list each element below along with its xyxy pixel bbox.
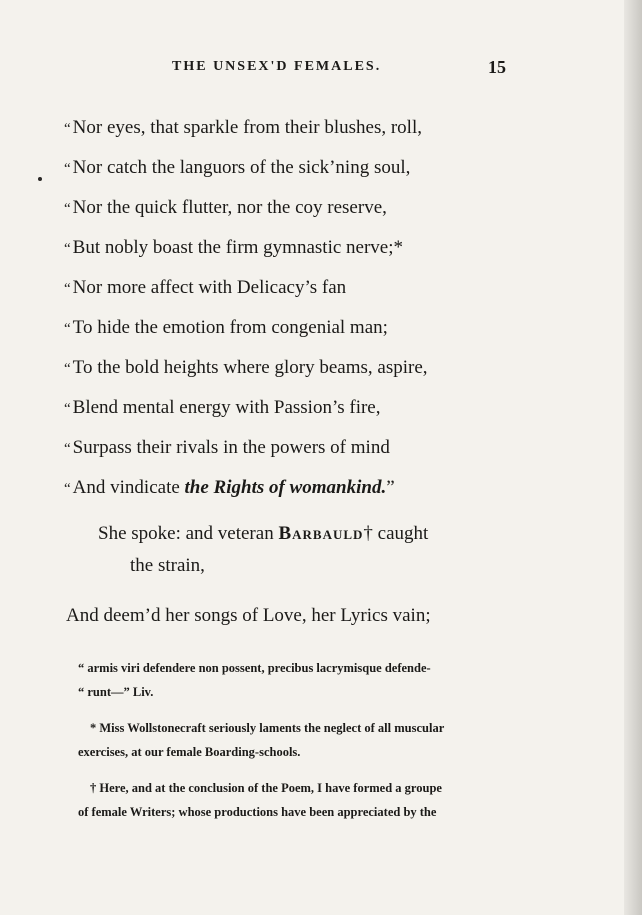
verse-line: “ Nor the quick flutter, nor the coy reserve,	[64, 197, 387, 218]
verse-line: “ Blend mental energy with Passion’s fire,	[64, 397, 381, 418]
verse-line: “ Surpass their rivals in the powers of mind	[64, 437, 390, 458]
couplet-line-2: And deem’d her songs of Love, her Lyrics vain;	[66, 605, 431, 626]
author-name: Barbauld	[278, 523, 364, 544]
verse-line: “ To the bold heights where glory beams, aspire,	[64, 357, 428, 378]
ink-speck	[38, 177, 42, 181]
verse-line: “ Nor eyes, that sparkle from their blushes, roll,	[64, 117, 422, 138]
footnotes	[78, 656, 518, 836]
verse-block	[64, 108, 534, 508]
footnote-star: * Miss Wollstonecraft seriously laments the neglect of all muscular exercises, at our female Boarding-schools.	[78, 721, 445, 759]
page-number: 15	[488, 57, 506, 77]
verse-line: “ To hide the emotion from congenial man;	[64, 317, 388, 338]
italic-phrase: the Rights of womankind.	[184, 477, 387, 498]
running-title: THE UNSEX'D FEMALES.	[172, 59, 382, 74]
verse-line: “ Nor more affect with Delicacy’s fan	[64, 277, 347, 298]
footnote-latin: “ armis viri defendere non possent, precibus lacrymisque defende- “ runt—” Liv.	[78, 661, 431, 699]
couplet-line-1: She spoke: and veteran Barbauld† caught the strain,	[98, 523, 429, 576]
verse-line-final: “ And vindicate the Rights of womankind.”	[64, 477, 395, 498]
verse-line: “ Nor catch the languors of the sick’ning soul,	[64, 157, 411, 178]
page-edge	[624, 0, 642, 915]
footnote-dagger: † Here, and at the conclusion of the Poem, I have formed a groupe of female Writers; whose productions have been appreciated by the	[78, 781, 442, 819]
verse-line: “ But nobly boast the firm gymnastic nerve;*	[64, 237, 404, 258]
